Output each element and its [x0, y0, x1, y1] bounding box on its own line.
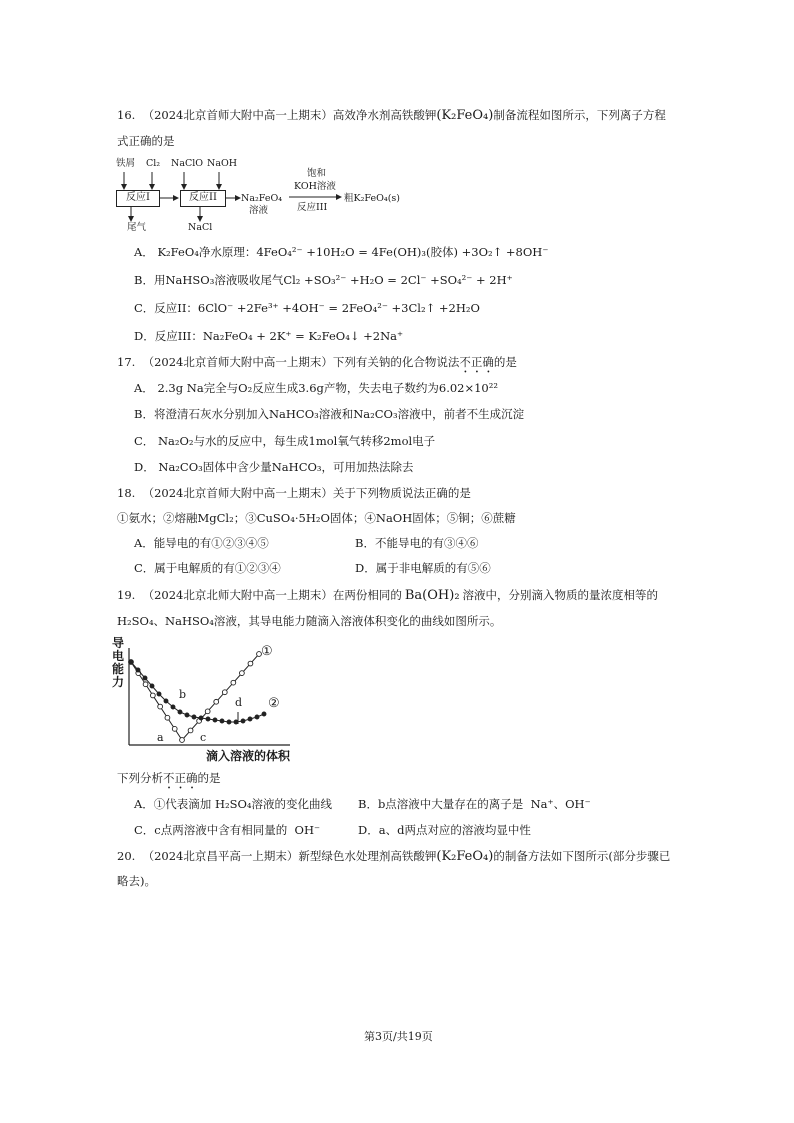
graph-y-label-char: 导 [112, 636, 125, 650]
curve-2-point [129, 660, 133, 664]
q17-stem-suffix: 的是 [493, 355, 517, 369]
q17-stem-emphasis: 不正确 [459, 355, 494, 369]
curve-2-point [150, 684, 154, 688]
graph-y-label-char: 力 [112, 675, 125, 689]
graph-y-label-char: 能 [112, 662, 125, 676]
curve-2-point [248, 717, 252, 721]
q20-stem-formula: (K₂FeO₄) [436, 849, 494, 864]
curve-1-point [188, 728, 193, 733]
q17-option-d: D． Na₂CO₃固体中含少量NaHCO₃，可用加热法除去 [134, 460, 414, 474]
curve-1-point [239, 671, 244, 676]
flow-input-naoh: NaOH [207, 158, 238, 169]
q19-analysis [117, 770, 221, 792]
flow-arrow-label-reaction3: 反应III [297, 202, 328, 213]
curve-1-point [231, 680, 236, 685]
q19-stem-formula: Ba(OH)₂ [404, 588, 460, 603]
q19-stem-suffix: 溶液中，分别滴入物质的量浓度相等的 [462, 588, 659, 602]
q19-analysis-prefix: 下列分析 [117, 771, 163, 785]
curve-2-point [157, 692, 161, 696]
q17-stem-prefix: 17. （2024北京首师大附中高一上期末）下列有关钠的化合物说法 [117, 355, 460, 369]
flow-input-cl2: Cl₂ [146, 158, 161, 169]
curve-1-point [205, 709, 210, 714]
q20-stem-line2: 略去)。 [117, 874, 156, 888]
flow-output-nacl: NaCl [188, 222, 213, 233]
curve-2-label: ② [268, 696, 280, 711]
q19-option-c: C．c点两溶液中含有相同量的 OH⁻ [134, 823, 321, 837]
curve-1-point [214, 699, 219, 704]
flow-input-iron: 铁屑 [116, 158, 136, 169]
flow-box-reaction1: 反应I [116, 190, 160, 207]
q16-option-d: D．反应III：Na₂FeO₄ + 2K⁺ = K₂FeO₄↓ +2Na⁺ [134, 329, 404, 343]
q16-option-c: C．反应II：6ClO⁻ +2Fe³⁺ +4OH⁻ = 2FeO₄²⁻ +3Cl₂↑ +2H₂O [134, 301, 480, 315]
flow-product-na2feo4: Na₂FeO₄ [241, 193, 283, 204]
point-c-label: c [200, 731, 207, 744]
curve-2-point [262, 712, 266, 716]
curve-1-point [222, 690, 227, 695]
page-footer: 第3页/共19页 [364, 1030, 433, 1043]
point-d-label: d [235, 696, 243, 709]
curve-1-label: ① [261, 644, 273, 659]
curve-2-point [241, 719, 245, 723]
q19-analysis-emphasis: 不正确 [163, 771, 198, 785]
q18-option-d: D．属于非电解质的有⑤⑥ [355, 561, 491, 575]
flow-product-crude-k2feo4: 粗K₂FeO₄(s) [344, 193, 400, 204]
curve-2-point [164, 699, 168, 703]
q18-stem: 18. （2024北京首师大附中高一上期末）关于下列物质说法正确的是 [117, 486, 471, 500]
q17-option-b: B．将澄清石灰水分别加入NaHCO₃溶液和Na₂CO₃溶液中，前者不生成沉淀 [134, 407, 525, 421]
q16-stem-line2: 式正确的是 [117, 134, 175, 148]
curve-2-point [255, 715, 259, 719]
q20-stem-suffix: 的制备方法如下图所示(部分步骤已 [493, 849, 671, 863]
curve-1-point [248, 661, 253, 666]
curve-2-point [213, 718, 217, 722]
curve-2-point [136, 668, 140, 672]
q16-stem-prefix: 16. （2024北京首师大附中高一上期末）高效净水剂高铁酸钾 [117, 108, 437, 122]
q18-option-c: C．属于电解质的有①②③④ [134, 561, 281, 575]
flow-arrow-label-saturated: 饱和 [307, 168, 327, 179]
q17-option-a: A． 2.3g Na完全与O₂反应生成3.6g产物，失去电子数约为6.02×10²² [134, 381, 498, 395]
point-a-label: a [157, 731, 164, 744]
flow-box-reaction2: 反应II [180, 190, 226, 207]
curve-1-point [158, 704, 163, 709]
q16-stem-suffix: 制备流程如图所示，下列离子方程 [493, 108, 666, 122]
curve-2-point [234, 720, 238, 724]
curve-2-point [178, 710, 182, 714]
flow-arrow-label-koh: KOH溶液 [294, 181, 336, 192]
q19-analysis-suffix: 的是 [197, 771, 221, 785]
q16-option-b: B．用NaHSO₃溶液吸收尾气Cl₂ +SO₃²⁻ +H₂O = 2Cl⁻ +SO₄²⁻ + 2H⁺ [134, 273, 513, 287]
curve-1-point [172, 726, 177, 731]
curve-2-point [192, 715, 196, 719]
q16-stem-formula: (K₂FeO₄) [436, 108, 494, 123]
curve-2-point [199, 716, 203, 720]
curve-1-point [165, 715, 170, 720]
q17-option-c: C． Na₂O₂与水的反应中，每生成1mol氧气转移2mol电子 [134, 434, 436, 448]
curve-1-point [180, 738, 185, 743]
flow-output-gas: 尾气 [127, 222, 147, 233]
q19-stem-prefix: 19. （2024北京北师大附中高一上期末）在两份相同的 [117, 588, 402, 602]
flow-input-naclo: NaClO [171, 158, 204, 169]
q19-option-a: A．①代表滴加 H₂SO₄溶液的变化曲线 [134, 797, 333, 811]
q18-option-b: B．不能导电的有③④⑥ [355, 536, 479, 550]
graph-y-label-char: 电 [112, 649, 125, 663]
curve-1-point [150, 693, 155, 698]
q18-items: ①氨水；②熔融MgCl₂；③CuSO₄·5H₂O固体；④NaOH固体；⑤铜；⑥蔗糖 [117, 511, 516, 525]
point-b-label: b [179, 688, 187, 701]
curve-2-point [143, 676, 147, 680]
graph-x-label: 滴入溶液的体积 [206, 749, 291, 763]
q19-option-b: B．b点溶液中大量存在的离子是 Na⁺、OH⁻ [358, 797, 591, 811]
curve-2-point [227, 720, 231, 724]
q20-stem-line1 [117, 848, 670, 865]
q19-stem-line2: H₂SO₄、NaHSO₄溶液，其导电能力随滴入溶液体积变化的曲线如图所示。 [117, 614, 502, 628]
curve-2-point [206, 717, 210, 721]
flow-product-solution: 溶液 [249, 205, 269, 216]
q18-option-a: A．能导电的有①②③④⑤ [134, 536, 269, 550]
q20-stem-prefix: 20. （2024北京昌平高一上期末）新型绿色水处理剂高铁酸钾 [117, 849, 437, 863]
curve-2-point [220, 719, 224, 723]
q19-option-d: D．a、d两点对应的溶液均显中性 [358, 823, 531, 837]
curve-2-point [185, 713, 189, 717]
q16-option-a: A． K₂FeO₄净水原理：4FeO₄²⁻ +10H₂O = 4Fe(OH)₃(胶体) +3O₂↑ +8OH⁻ [134, 245, 549, 259]
curve-2-point [171, 705, 175, 709]
curve-1-point [143, 682, 148, 687]
